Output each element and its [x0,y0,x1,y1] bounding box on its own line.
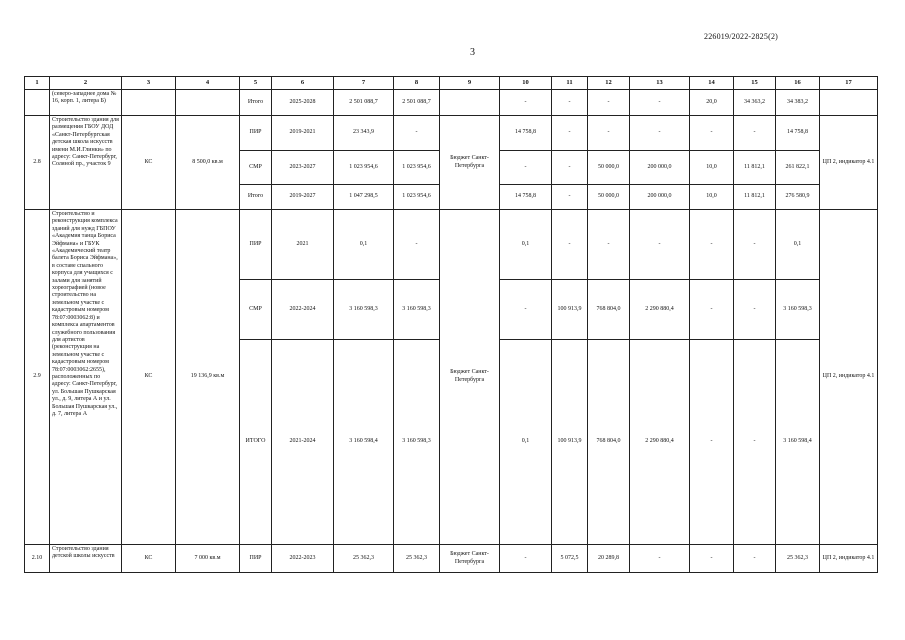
stage-cell: СМР [240,280,272,340]
indicator-cell: ЦП 2, индикатор 4.1 [820,210,878,545]
column-header: 8 [394,77,440,90]
column-header: 6 [272,77,334,90]
value-cell: 2 290 880,4 [630,340,690,545]
source-cell [440,90,500,116]
value-cell: - [500,151,552,185]
table-row [25,90,878,116]
cost-cell: 3 160 598,3 [394,340,440,545]
value-cell: 261 822,1 [776,151,820,185]
period-cell: 2019-2021 [272,116,334,151]
value-cell: 14 758,8 [500,185,552,210]
value-cell: 50 000,0 [588,151,630,185]
column-header: 11 [552,77,588,90]
value-cell: 25 362,3 [776,545,820,573]
value-cell: - [588,116,630,151]
value-cell: 100 913,9 [552,340,588,545]
column-header: 16 [776,77,820,90]
value-cell: 11 812,1 [734,185,776,210]
value-cell: - [734,116,776,151]
value-cell: - [552,151,588,185]
cost-cell: - [394,116,440,151]
table-row [25,116,878,151]
cost-cell: - [394,210,440,280]
stage-cell: ПИР [240,116,272,151]
value-cell: - [690,545,734,573]
value-cell: - [552,210,588,280]
value-cell: - [552,185,588,210]
cost-cell: 2 501 088,7 [334,90,394,116]
column-header: 5 [240,77,272,90]
capacity: 19 136,9 кв.м [176,210,240,545]
indicator-cell [820,90,878,116]
cost-cell: 1 023 954,6 [394,185,440,210]
cost-cell: 25 362,3 [334,545,394,573]
value-cell: 50 000,0 [588,185,630,210]
value-cell: - [630,210,690,280]
row-number: 2.9 [25,210,50,545]
value-cell: 11 812,1 [734,151,776,185]
value-cell: 20,0 [690,90,734,116]
cost-cell: 3 160 598,3 [394,280,440,340]
cost-cell: 1 023 954,6 [334,151,394,185]
value-cell: 768 804,0 [588,340,630,545]
funding-source: Бюджет Санкт-Петербурга [440,116,500,210]
value-cell: - [500,90,552,116]
work-type: КС [122,116,176,210]
stage-cell: ПИР [240,210,272,280]
period-cell: 2021-2024 [272,340,334,545]
cell [25,90,50,116]
stage-cell: ПИР [240,545,272,573]
column-header: 10 [500,77,552,90]
funding-source: Бюджет Санкт-Петербурга [440,210,500,545]
cost-cell: 1 047 298,5 [334,185,394,210]
table-row [25,210,878,280]
value-cell: - [690,210,734,280]
value-cell: 3 160 598,3 [776,280,820,340]
indicator-cell: ЦП 2, индикатор 4.1 [820,116,878,210]
period-cell: 2021 [272,210,334,280]
indicator-cell: ЦП 2, индикатор 4.1 [820,545,878,573]
column-header: 4 [176,77,240,90]
object-name: Строительство здания для размещения ГБОУ ДОД «Санкт-Петербургская детская школа искусств имени М.И.Глинки» по адресу: Санкт-Петербург, Соляной пр., участок 9 [50,116,122,210]
data-table [24,76,878,573]
period-cell: 2023-2027 [272,151,334,185]
value-cell: - [500,545,552,573]
object-name: (северо-западнее дома № 16, корп. 1, литера Б) [50,90,122,116]
column-header: 2 [50,77,122,90]
table-row [25,545,878,573]
period-cell: 2025-2028 [272,90,334,116]
column-header: 12 [588,77,630,90]
stage-cell: Итого [240,185,272,210]
cost-cell: 25 362,3 [394,545,440,573]
work-type: КС [122,545,176,573]
column-header: 3 [122,77,176,90]
value-cell: - [734,280,776,340]
value-cell: 276 580,9 [776,185,820,210]
funding-source: Бюджет Санкт-Петербурга [440,545,500,573]
cost-cell: 3 160 598,4 [334,340,394,545]
column-header: 9 [440,77,500,90]
capacity: 7 000 кв.м [176,545,240,573]
header-row [25,77,878,90]
value-cell: 2 290 880,4 [630,280,690,340]
row-number: 2.8 [25,116,50,210]
value-cell: - [630,545,690,573]
value-cell: - [588,90,630,116]
document-number: 226019/2022-2825(2) [704,32,779,41]
capacity: 8 500,0 кв.м [176,116,240,210]
stage-cell: СМР [240,151,272,185]
row-number: 2.10 [25,545,50,573]
value-cell: - [552,90,588,116]
value-cell: - [690,280,734,340]
cost-cell: 2 501 088,7 [394,90,440,116]
value-cell: 0,1 [776,210,820,280]
period-cell: 2019-2027 [272,185,334,210]
value-cell: 200 000,0 [630,151,690,185]
value-cell: 14 758,8 [776,116,820,151]
cost-cell: 3 160 598,3 [334,280,394,340]
value-cell: 3 160 598,4 [776,340,820,545]
column-header: 17 [820,77,878,90]
value-cell: - [690,116,734,151]
value-cell: - [630,90,690,116]
value-cell: - [734,340,776,545]
value-cell: 10,0 [690,185,734,210]
cost-cell: 23 343,9 [334,116,394,151]
value-cell: - [734,545,776,573]
value-cell: 34 363,2 [734,90,776,116]
cost-cell: 0,1 [334,210,394,280]
value-cell: 20 289,8 [588,545,630,573]
value-cell: 0,1 [500,210,552,280]
period-cell: 2022-2024 [272,280,334,340]
cell [176,90,240,116]
value-cell: - [690,340,734,545]
cell [122,90,176,116]
column-header: 7 [334,77,394,90]
column-header: 14 [690,77,734,90]
value-cell: 5 072,5 [552,545,588,573]
value-cell: 100 913,9 [552,280,588,340]
column-header: 15 [734,77,776,90]
value-cell: 200 000,0 [630,185,690,210]
value-cell: - [734,210,776,280]
period-cell: 2022-2023 [272,545,334,573]
value-cell: 0,1 [500,340,552,545]
stage-cell: Итого [240,90,272,116]
object-name: Строительство здания детской школы искусств [50,545,122,573]
value-cell: - [500,280,552,340]
column-header: 1 [25,77,50,90]
value-cell: 10,0 [690,151,734,185]
work-type: КС [122,210,176,545]
value-cell: 14 758,8 [500,116,552,151]
stage-cell: ИТОГО [240,340,272,545]
value-cell: - [588,210,630,280]
column-header: 13 [630,77,690,90]
page-number: 3 [470,47,475,58]
value-cell: 768 804,0 [588,280,630,340]
value-cell: 34 383,2 [776,90,820,116]
value-cell: - [630,116,690,151]
cost-cell: 1 023 954,6 [394,151,440,185]
object-name: Строительство и реконструкция комплекса зданий для нужд ГБПОУ «Академия танца Бориса Эйфмана» и ГБУК «Академический театр балета Бориса Эйфмана», в составе спального корпуса для учащихся с залами для занятий хореографией (новое строительство на земельном участке с кадастровым номером 78:07:0003062:8) и комплекса апартаментов служебного пользования для артистов (реконструкция на земельном участке с кадастровым номером 78:07:0003062:2655), расположенных по адресу: Санкт-Петербург, ул. Большая Пушкарская ул., д. 9, литера А и ул. Большая Пушкарская ул., д. 7, литера А [50,210,122,545]
value-cell: - [552,116,588,151]
